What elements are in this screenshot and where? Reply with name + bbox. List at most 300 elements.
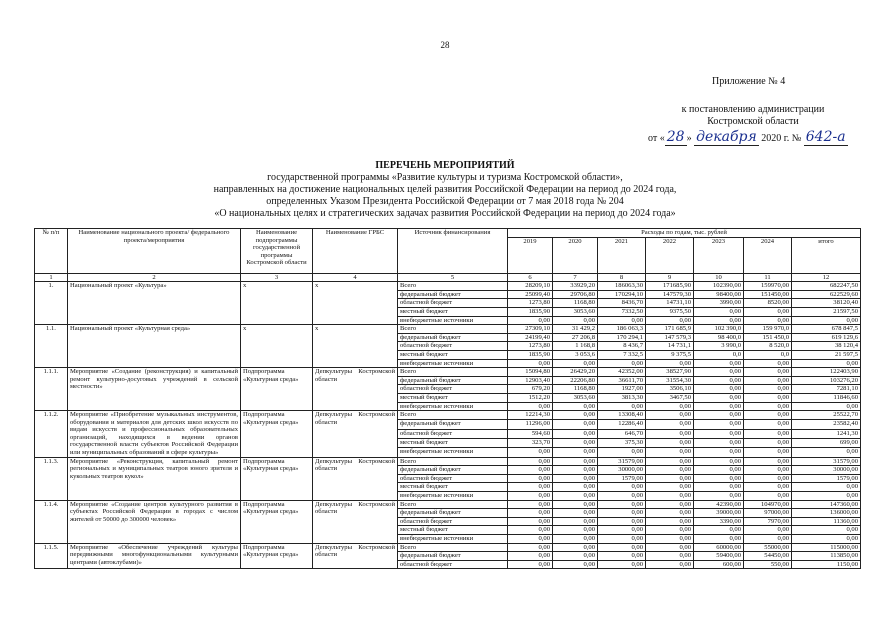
expense-value: 102390,00 (694, 282, 744, 291)
expense-value: 31579,00 (792, 457, 861, 466)
expense-value: 21597,50 (792, 307, 861, 316)
expense-value: 23582,40 (792, 420, 861, 429)
expense-value: 147 579,3 (646, 333, 694, 342)
expense-value: 171 685,9 (646, 325, 694, 334)
expense-value: 1150,00 (792, 560, 861, 569)
expense-value: 0,00 (744, 420, 792, 429)
table-row (35, 325, 861, 334)
expense-value: 147579,30 (646, 290, 694, 299)
expense-value: 0,00 (694, 526, 744, 535)
expense-value: 0,00 (598, 448, 646, 457)
expense-value: 0,00 (508, 466, 553, 475)
expense-value: 0,00 (792, 492, 861, 501)
expense-value: 0,00 (553, 483, 598, 492)
expense-value: 0,00 (694, 535, 744, 544)
expense-value: 0,00 (598, 500, 646, 509)
expense-value: 42352,00 (598, 368, 646, 377)
expense-value: 0,00 (508, 448, 553, 457)
expense-value: 25522,70 (792, 411, 861, 420)
expense-value: 0,00 (694, 368, 744, 377)
expense-value: 151 450,0 (744, 333, 792, 342)
expense-value: 170294,10 (598, 290, 646, 299)
table-body (35, 273, 861, 569)
measure-name: Мероприятие «Приобретение музыкальных инструментов, оборудования и материалов для детских школ искусств по видам искусств и профессиональных образовательных организаций, находящихся в ведении органов государственной власти субъектов Российской Федерации или муниципальных образований в сфере культуры» (68, 411, 241, 458)
expense-value: 0,00 (553, 402, 598, 411)
expense-value: 24199,40 (508, 333, 553, 342)
expense-value: 0,00 (792, 526, 861, 535)
expense-value: 375,30 (598, 439, 646, 448)
expense-value: 3 990,0 (694, 342, 744, 351)
expense-value: 0,00 (553, 500, 598, 509)
grbs-name: Депкультуры Костромской области (313, 411, 398, 458)
expense-value: 678 847,5 (792, 325, 861, 334)
expense-value: 0,00 (598, 526, 646, 535)
expense-value: 11296,00 (508, 420, 553, 429)
expense-value: 3053,60 (553, 307, 598, 316)
expense-value: 0,00 (694, 466, 744, 475)
title-line-2: государственной программы «Развитие культуры и туризма Костромской области», (267, 172, 623, 183)
expense-value: 39000,00 (694, 509, 744, 518)
expense-value: 28209,10 (508, 282, 553, 291)
expense-value: 159970,00 (744, 282, 792, 291)
expense-value: 0,00 (508, 509, 553, 518)
funding-source: Всего (398, 282, 508, 291)
expense-value: 1512,20 (508, 393, 553, 402)
expense-value: 7970,00 (744, 517, 792, 526)
funding-source: федеральный бюджет (398, 420, 508, 429)
expense-value: 0,00 (744, 385, 792, 394)
expense-value: 33929,20 (553, 282, 598, 291)
expense-value: 0,00 (508, 359, 553, 368)
expense-value: 22206,80 (553, 376, 598, 385)
row-number: 1.1.5. (35, 543, 68, 569)
expense-value: 0,00 (744, 466, 792, 475)
funding-source: Всего (398, 500, 508, 509)
measure-name: Мероприятие «Создание центров культурного развития в субъектах Российской Федерации в городах с числом жителей от 50000 до 300000 человек» (68, 500, 241, 543)
funding-source: внебюджетные источники (398, 535, 508, 544)
row-number: 1. (35, 282, 68, 325)
expense-value: 0,00 (508, 500, 553, 509)
expense-value: 38 120,4 (792, 342, 861, 351)
expense-value: 25099,40 (508, 290, 553, 299)
expense-value: 1579,00 (598, 474, 646, 483)
decree-prefix: от « (648, 133, 665, 144)
expense-value: 38527,90 (646, 368, 694, 377)
expense-value: 104970,00 (744, 500, 792, 509)
expense-value: 59400,00 (694, 552, 744, 561)
expense-value: 0,0 (694, 350, 744, 359)
expense-value: 98 400,0 (694, 333, 744, 342)
expense-value: 3 053,6 (553, 350, 598, 359)
expense-value: 7332,50 (598, 307, 646, 316)
expense-value: 594,60 (508, 429, 553, 438)
header-source: Источник финансирования (398, 229, 508, 274)
expense-value: 8 436,7 (598, 342, 646, 351)
expense-value: 0,00 (694, 393, 744, 402)
expense-value: 12286,40 (598, 420, 646, 429)
funding-source: областной бюджет (398, 385, 508, 394)
column-number: 1 (35, 273, 68, 282)
expense-value: 102 390,0 (694, 325, 744, 334)
subprogram-name: Подпрограмма «Культурная среда» (241, 457, 313, 500)
grbs-name: Депкультуры Костромской области (313, 500, 398, 543)
row-number: 1.1.3. (35, 457, 68, 500)
appendix-label: Приложение № 4 (712, 76, 786, 87)
expense-value: 26429,20 (553, 368, 598, 377)
expense-value: 11846,60 (792, 393, 861, 402)
expense-value: 619 129,6 (792, 333, 861, 342)
subprogram-name: х (241, 282, 313, 325)
expense-value: 159 970,0 (744, 325, 792, 334)
expense-value: 0,00 (553, 359, 598, 368)
expense-value: 0,00 (553, 466, 598, 475)
expense-value: 682247,50 (792, 282, 861, 291)
expense-value: 30000,00 (792, 466, 861, 475)
expense-value: 98400,00 (694, 290, 744, 299)
expense-value: 0,00 (553, 448, 598, 457)
expense-value: 0,00 (553, 492, 598, 501)
subprogram-name: Подпрограмма «Культурная среда» (241, 543, 313, 569)
expense-value: 0,00 (792, 316, 861, 325)
expense-value: 0,00 (508, 492, 553, 501)
expense-value: 0,00 (744, 393, 792, 402)
expense-value: 0,00 (744, 429, 792, 438)
title-line-5: «О национальных целях и стратегических задачах развития Российской Федерации на период до 2024 года» (214, 208, 676, 219)
expense-value: 0,00 (744, 526, 792, 535)
funding-source: внебюджетные источники (398, 402, 508, 411)
expense-value: 0,00 (553, 316, 598, 325)
funding-source: внебюджетные источники (398, 316, 508, 325)
expense-value: 8520,00 (744, 299, 792, 308)
expense-value: 0,00 (508, 543, 553, 552)
expense-value: 7281,10 (792, 385, 861, 394)
expense-value: 0,00 (598, 560, 646, 569)
decree-line-1: к постановлению администрации (681, 104, 825, 115)
expense-value: 0,00 (694, 474, 744, 483)
row-number: 1.1.4. (35, 500, 68, 543)
column-number: 11 (744, 273, 792, 282)
expense-value: 9 375,5 (646, 350, 694, 359)
funding-source: местный бюджет (398, 439, 508, 448)
header-year-2019: 2019 (508, 237, 553, 273)
expense-value: 0,00 (646, 492, 694, 501)
header-year-2021: 2021 (598, 237, 646, 273)
table-row (35, 282, 861, 291)
decree-number-handwritten: 642-а (805, 129, 846, 145)
expense-value: 0,00 (646, 552, 694, 561)
expense-value: 0,00 (598, 543, 646, 552)
expense-value: 38120,40 (792, 299, 861, 308)
expense-value: 122403,90 (792, 368, 861, 377)
funding-source: областной бюджет (398, 560, 508, 569)
expense-value: 1241,30 (792, 429, 861, 438)
expense-value: 0,00 (646, 457, 694, 466)
expense-value: 0,00 (508, 483, 553, 492)
expense-value: 0,00 (744, 439, 792, 448)
expense-value: 323,70 (508, 439, 553, 448)
expense-value: 0,00 (553, 429, 598, 438)
table-row (35, 368, 861, 377)
expense-value: 0,00 (598, 483, 646, 492)
expense-value: 0,00 (508, 474, 553, 483)
expense-value: 31554,30 (646, 376, 694, 385)
expense-value: 1273,80 (508, 299, 553, 308)
expense-value: 0,00 (744, 457, 792, 466)
expense-value: 0,00 (646, 420, 694, 429)
funding-source: внебюджетные источники (398, 448, 508, 457)
expense-value: 622529,60 (792, 290, 861, 299)
expense-value: 13308,40 (598, 411, 646, 420)
decree-reference (648, 104, 858, 128)
expense-value: 0,00 (553, 560, 598, 569)
expense-value: 0,00 (553, 457, 598, 466)
expense-value: 31579,00 (598, 457, 646, 466)
expense-value: 0,00 (553, 552, 598, 561)
header-year-2020: 2020 (553, 237, 598, 273)
subprogram-name: х (241, 325, 313, 368)
expense-value: 0,00 (646, 500, 694, 509)
expense-value: 1168,80 (553, 299, 598, 308)
expense-value: 0,00 (694, 420, 744, 429)
funding-source: федеральный бюджет (398, 376, 508, 385)
expense-value: 0,00 (646, 474, 694, 483)
expense-value: 0,00 (598, 509, 646, 518)
expense-value: 0,00 (646, 402, 694, 411)
expense-value: 9375,50 (646, 307, 694, 316)
measure-name: Мероприятие «Реконструкция, капитальный ремонт региональных и муниципальных театров юного зрителя и кукольных театров кукол» (68, 457, 241, 500)
row-number: 1.1.1. (35, 368, 68, 411)
expense-value: 147360,00 (792, 500, 861, 509)
expense-value: 0,00 (792, 483, 861, 492)
expense-value: 1273,80 (508, 342, 553, 351)
decree-line-2: Костромской области (707, 116, 799, 127)
expense-value: 14 731,1 (646, 342, 694, 351)
expense-value: 0,00 (553, 439, 598, 448)
measure-name: Мероприятие «Создание (реконструкция) и капитальный ремонт культурно-досуговых учреждений в сельской местности» (68, 368, 241, 411)
expense-value: 0,00 (646, 316, 694, 325)
expense-value: 36611,70 (598, 376, 646, 385)
expense-value: 3813,30 (598, 393, 646, 402)
expense-value: 0,00 (646, 535, 694, 544)
expense-value: 1927,00 (598, 385, 646, 394)
expense-value: 0,00 (553, 420, 598, 429)
expense-value: 0,00 (508, 402, 553, 411)
title-line-4: определенных Указом Президента Российской Федерации от 7 мая 2018 года № 204 (266, 196, 624, 207)
expense-value: 0,00 (694, 411, 744, 420)
expense-value: 0,00 (598, 402, 646, 411)
expense-value: 0,00 (744, 535, 792, 544)
expense-value: 1835,90 (508, 307, 553, 316)
expense-value: 30000,00 (598, 466, 646, 475)
expense-value: 0,00 (646, 466, 694, 475)
grbs-name: Депкультуры Костромской области (313, 368, 398, 411)
expense-value: 54450,00 (744, 552, 792, 561)
header-num: № п/п (35, 229, 68, 274)
expense-value: 8 520,0 (744, 342, 792, 351)
expense-value: 27309,10 (508, 325, 553, 334)
expense-value: 0,00 (553, 517, 598, 526)
grbs-name: х (313, 325, 398, 368)
expense-value: 55000,00 (744, 543, 792, 552)
funding-source: местный бюджет (398, 393, 508, 402)
header-year-2022: 2022 (646, 237, 694, 273)
expense-value: 0,00 (646, 448, 694, 457)
column-number: 9 (646, 273, 694, 282)
funding-source: федеральный бюджет (398, 552, 508, 561)
expense-value: 0,00 (694, 316, 744, 325)
expense-value: 186063,30 (598, 282, 646, 291)
column-number: 2 (68, 273, 241, 282)
expense-value: 0,00 (553, 535, 598, 544)
expense-value: 0,00 (598, 359, 646, 368)
header-expenses: Расходы по годам, тыс. рублей (508, 229, 861, 238)
funding-source: федеральный бюджет (398, 509, 508, 518)
measure-name: Национальный проект «Культурная среда» (68, 325, 241, 368)
funding-source: областной бюджет (398, 299, 508, 308)
expense-value: 0,00 (744, 376, 792, 385)
expense-value: 15094,80 (508, 368, 553, 377)
expense-value: 0,00 (744, 448, 792, 457)
funding-source: федеральный бюджет (398, 466, 508, 475)
expense-value: 0,00 (646, 483, 694, 492)
document-title (0, 160, 890, 220)
expense-value: 3390,00 (694, 517, 744, 526)
subprogram-name: Подпрограмма «Культурная среда» (241, 368, 313, 411)
expense-value: 0,00 (694, 483, 744, 492)
expense-value: 0,00 (508, 560, 553, 569)
expense-value: 0,00 (553, 474, 598, 483)
column-number: 12 (792, 273, 861, 282)
expense-value: 0,00 (694, 359, 744, 368)
measure-name: Национальный проект «Культура» (68, 282, 241, 325)
expense-value: 8436,70 (598, 299, 646, 308)
column-number: 7 (553, 273, 598, 282)
measure-name: Мероприятие «Обеспечение учреждений культуры передвижными многофункциональными культурными центрами (автоклубами)» (68, 543, 241, 569)
expense-value: 0,00 (694, 448, 744, 457)
expense-value: 29706,80 (553, 290, 598, 299)
expense-value: 0,00 (646, 517, 694, 526)
funding-source: областной бюджет (398, 342, 508, 351)
expense-value: 103276,20 (792, 376, 861, 385)
grbs-name: Депкультуры Костромской области (313, 457, 398, 500)
funding-source: внебюджетные источники (398, 492, 508, 501)
expense-value: 699,00 (792, 439, 861, 448)
expense-value: 0,00 (508, 552, 553, 561)
expense-value: 0,00 (646, 439, 694, 448)
decree-month-handwritten: декабря (696, 129, 757, 145)
expense-value: 0,00 (694, 385, 744, 394)
expense-value: 0,00 (744, 402, 792, 411)
expense-value: 0,00 (694, 492, 744, 501)
expense-value: 0,00 (744, 483, 792, 492)
expense-value: 97000,00 (744, 509, 792, 518)
row-number: 1.1.2. (35, 411, 68, 458)
expense-value: 1579,00 (792, 474, 861, 483)
title-line-1: ПЕРЕЧЕНЬ МЕРОПРИЯТИЙ (375, 160, 515, 171)
expense-value: 115000,00 (792, 543, 861, 552)
expense-value: 1168,80 (553, 385, 598, 394)
expense-value: 0,00 (646, 560, 694, 569)
expense-value: 60000,00 (694, 543, 744, 552)
column-number-row (35, 273, 861, 282)
expense-value: 31 429,2 (553, 325, 598, 334)
expense-value: 0,00 (553, 411, 598, 420)
expense-value: 0,00 (598, 492, 646, 501)
expense-value: 0,00 (508, 316, 553, 325)
expense-value: 1835,90 (508, 350, 553, 359)
funding-source: областной бюджет (398, 429, 508, 438)
column-number: 3 (241, 273, 313, 282)
funding-source: Всего (398, 543, 508, 552)
expense-value: 27 206,8 (553, 333, 598, 342)
column-number: 4 (313, 273, 398, 282)
expense-value: 12214,30 (508, 411, 553, 420)
expense-value: 0,00 (508, 526, 553, 535)
expense-value: 0,00 (646, 509, 694, 518)
expense-value: 151450,00 (744, 290, 792, 299)
table-row (35, 500, 861, 509)
funding-source: областной бюджет (398, 517, 508, 526)
expense-value: 0,00 (744, 307, 792, 316)
expense-value: 679,20 (508, 385, 553, 394)
expense-value: 0,00 (694, 307, 744, 316)
expense-value: 0,00 (508, 457, 553, 466)
expense-value: 0,00 (598, 552, 646, 561)
expense-value: 0,00 (646, 411, 694, 420)
column-number: 6 (508, 273, 553, 282)
expense-value: 0,00 (508, 535, 553, 544)
expense-value: 3467,50 (646, 393, 694, 402)
expense-value: 136000,00 (792, 509, 861, 518)
expense-value: 1 168,8 (553, 342, 598, 351)
funding-source: федеральный бюджет (398, 290, 508, 299)
expense-value: 0,00 (646, 429, 694, 438)
expense-value: 0,00 (792, 359, 861, 368)
table-row (35, 411, 861, 420)
expense-value: 0,00 (694, 402, 744, 411)
expense-value: 3506,10 (646, 385, 694, 394)
funding-source: Всего (398, 457, 508, 466)
table-row (35, 457, 861, 466)
expense-value: 21 597,5 (792, 350, 861, 359)
table-row (35, 543, 861, 552)
expense-value: 0,00 (553, 526, 598, 535)
expense-value: 171685,90 (646, 282, 694, 291)
expense-value: 0,00 (792, 448, 861, 457)
column-number: 5 (398, 273, 508, 282)
expense-value: 550,00 (744, 560, 792, 569)
expense-value: 0,00 (598, 535, 646, 544)
column-number: 10 (694, 273, 744, 282)
funding-source: местный бюджет (398, 307, 508, 316)
expense-value: 0,00 (598, 517, 646, 526)
grbs-name: Депкультуры Костромской области (313, 543, 398, 569)
page-number: 28 (440, 40, 450, 50)
expense-value: 0,00 (646, 526, 694, 535)
decree-year-text: 2020 г. № (761, 133, 802, 144)
subprogram-name: Подпрограмма «Культурная среда» (241, 500, 313, 543)
funding-source: областной бюджет (398, 474, 508, 483)
expense-value: 113850,00 (792, 552, 861, 561)
grbs-name: х (313, 282, 398, 325)
expense-value: 600,00 (694, 560, 744, 569)
expense-value: 7 332,5 (598, 350, 646, 359)
expense-value: 0,00 (744, 368, 792, 377)
expense-value: 0,00 (646, 543, 694, 552)
expense-value: 0,00 (694, 457, 744, 466)
expense-value: 0,0 (744, 350, 792, 359)
measures-table (34, 228, 861, 569)
